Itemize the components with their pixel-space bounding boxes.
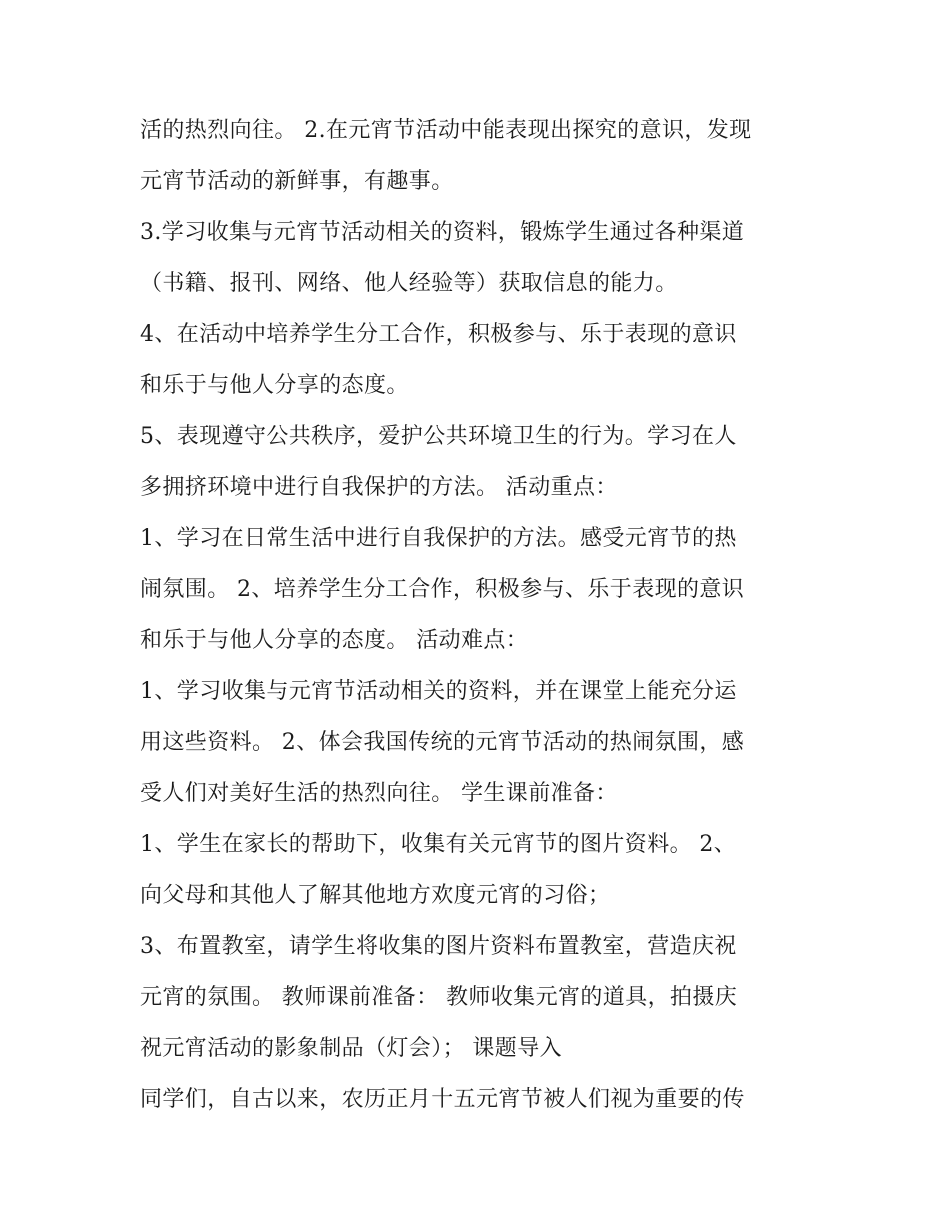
text-line: 5、表现遵守公共秩序，爱护公共环境卫生的行为。学习在人: [140, 424, 737, 449]
text-line: 1、学习收集与元宵节活动相关的资料，并在课堂上能充分运: [140, 679, 737, 704]
text-line: 向父母和其他人了解其他地方欢度元宵的习俗；: [140, 883, 611, 908]
text-line: 和乐于与他人分享的态度。 活动难点：: [140, 628, 529, 653]
text-line: 元宵节活动的新鲜事，有趣事。: [140, 169, 454, 194]
text-line: 3.学习收集与元宵节活动相关的资料，锻炼学生通过各种渠道: [140, 220, 745, 245]
text-line: 受人们对美好生活的热烈向往。 学生课前准备：: [140, 781, 618, 806]
text-line: 祝元宵活动的影象制品（灯会）； 课题导入: [140, 1036, 562, 1061]
text-line: 用这些资料。 2、体会我国传统的元宵节活动的热闹氛围，感: [140, 730, 745, 755]
text-line: 元宵的氛围。 教师课前准备： 教师收集元宵的道具，拍摄庆: [140, 985, 738, 1010]
text-line: 活的热烈向往。 2.在元宵节活动中能表现出探究的意识，发现: [140, 118, 752, 143]
text-line: 和乐于与他人分享的态度。: [140, 373, 409, 398]
text-line: 3、布置教室，请学生将收集的图片资料布置教室，营造庆祝: [140, 934, 737, 959]
text-line: 4、在活动中培养学生分工合作，积极参与、乐于表现的意识: [140, 322, 737, 347]
document-body: [140, 105, 830, 1125]
text-line: 1、学生在家长的帮助下，收集有关元宵节的图片资料。 2、: [140, 832, 737, 857]
text-line: 闹氛围。 2、培养学生分工合作，积极参与、乐于表现的意识: [140, 577, 745, 602]
text-line: 1、学习在日常生活中进行自我保护的方法。感受元宵节的热: [140, 526, 737, 551]
text-line: 多拥挤环境中进行自我保护的方法。 活动重点：: [140, 475, 618, 500]
text-line: 同学们，自古以来，农历正月十五元宵节被人们视为重要的传: [140, 1087, 745, 1112]
text-line: （书籍、报刊、网络、他人经验等）获取信息的能力。: [140, 271, 678, 296]
